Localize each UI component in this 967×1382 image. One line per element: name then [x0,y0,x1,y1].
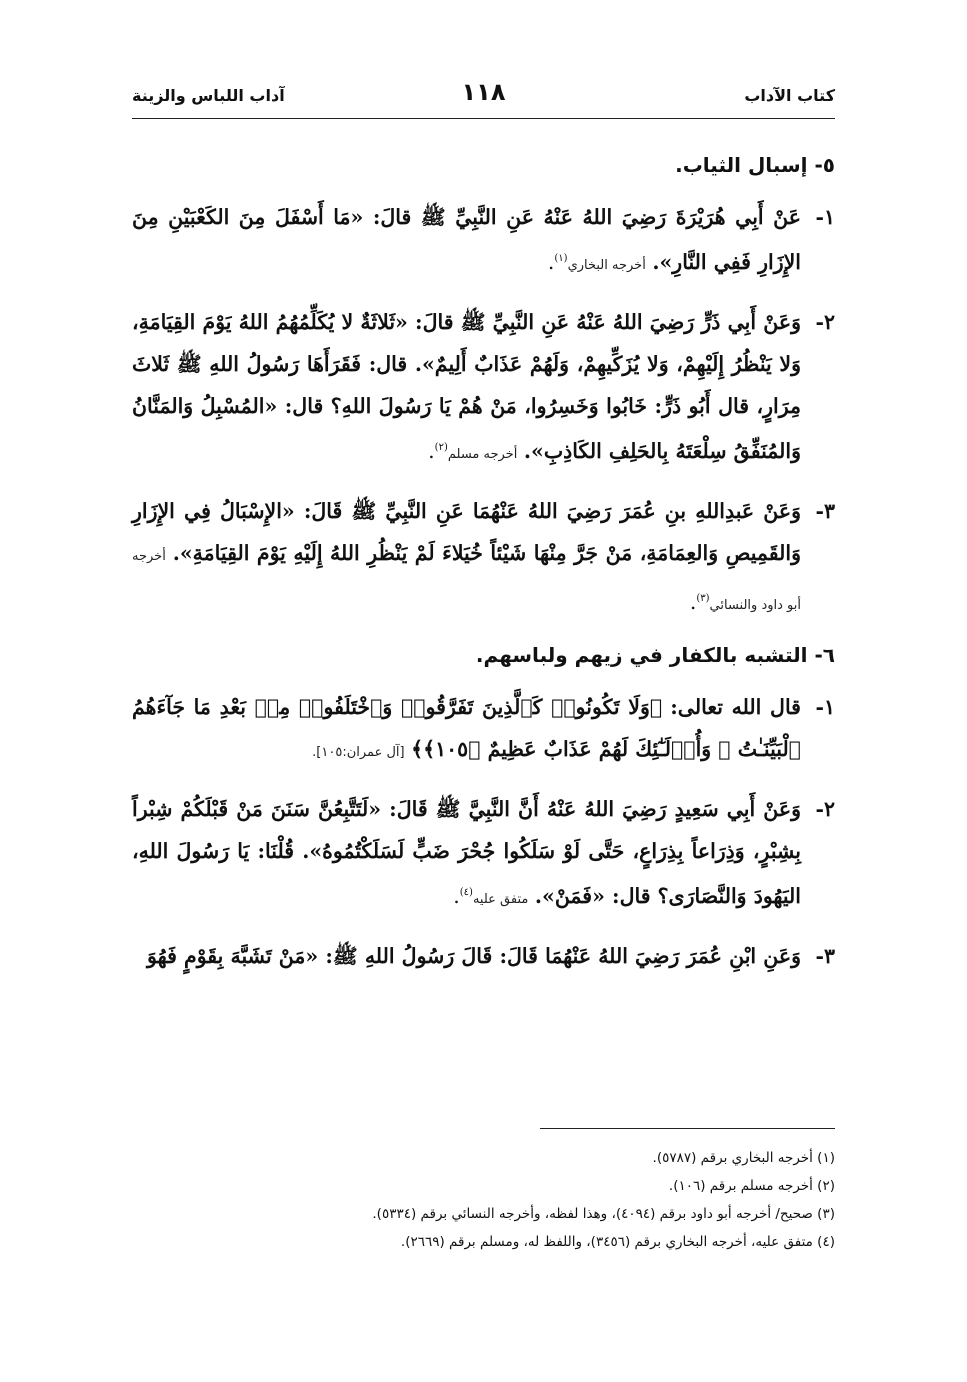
hadith-reference: أخرجه البخاري [567,257,646,273]
hadith-text: وَعَنِ ابْنِ عُمَرَ رَضِيَ اللهُ عَنْهُمَا قَالَ: قَالَ رَسُولُ اللهِ ﷺ: «مَنْ تَشَبَّهَ بِقَوْمٍ فَهُوَ [147,944,801,969]
hadith-item: ٢- وَعَنْ أَبِي ذَرٍّ رَضِيَ اللهُ عَنْهُ عَنِ النَّبِيِّ ﷺ قالَ: «ثَلاثَةٌ لا يُكَلِّمُهُمُ اللهُ يَوْمَ القِيَامَةِ، وَلا يَنْظُرُ إِلَيْهِمْ، وَلا يُزَكِّيهِمْ، وَلَهُمْ عَذَابٌ أَلِيمٌ». قال: فَقَرَأَهَا رَسُولُ اللهِ ﷺ ثَلاثَ مِرَارٍ، قال أَبُو ذَرٍّ: خَابُوا وَخَسِرُوا، مَنْ هُمْ يَا رَسُولَ اللهِ؟ قال: «المُسْبِلُ وَالمَنَّانُ وَالمُنَفِّقُ سِلْعَتَهُ بِالحَلِفِ الكَاذِبِ». أخرجه مسلم$^{(٢)}$. [132,301,835,476]
page-number: ١١٨ [461,78,506,106]
verse-intro: قال الله تعالى: [670,695,801,720]
quran-verse: ﴿وَلَا تَكُونُوا۟ كَٱلَّذِينَ تَفَرَّقُوا۟ وَٱخْتَلَفُوا۟ مِنۢ بَعْدِ مَا جَآءَهُمُ ٱلْبَيِّنَـٰتُ ۚ وَأُو۟لَـٰٓئِكَ لَهُمْ عَذَابٌ عَظِيمٌ ﴿١٠٥﴾﴾ [132,695,801,762]
hadith-item: ١- عَنْ أَبِي هُرَيْرَةَ رَضِيَ اللهُ عَنْهُ عَنِ النَّبِيِّ ﷺ قالَ: «مَا أَسْفَلَ مِنَ الكَعْبَيْنِ مِنَ الإِزَارِ فَفِي النَّارِ». أخرجه البخاري$^{(١)}$. [132,196,835,287]
footnote-divider [540,1128,835,1129]
footnote: (٤) متفق عليه، أخرجه البخاري برقم (٣٤٥٦)، واللفظ له، ومسلم برقم (٢٦٦٩). [400,1234,835,1250]
item-number: ٢- [815,797,835,822]
footnote: (١) أخرجه البخاري برقم (٥٧٨٧). [652,1150,835,1166]
section-heading: ٥- إسبال الثياب. [675,153,835,177]
page-body [132,150,835,991]
verse-reference: [آل عمران:١٠٥]. [312,745,405,761]
section-heading: ٦- التشبه بالكفار في زيهم ولباسهم. [475,643,835,668]
item-number: ٣- [815,498,835,523]
item-number: ٣- [815,944,835,969]
footnote-marker: (٣) [696,592,710,604]
hadith-text: وَعَنْ أَبِي سَعِيدٍ رَضِيَ اللهُ عَنْهُ أَنَّ النَّبِيَّ ﷺ قَالَ: «لَتَتَّبِعُنَّ سَنَنَ مَنْ قَبْلَكُمْ شِبْراً بِشِبْرٍ، وَذِرَاعاً بِذِرَاعٍ، حَتَّى لَوْ سَلَكُوا جُحْرَ ضَبٍّ لَسَلَكْتُمُوهُ». قُلْنَا: يَا رَسُولَ اللهِ، اليَهُودَ وَالنَّصَارَى؟ قال: «فَمَنْ». [132,797,801,909]
footnotes [132,1144,835,1256]
header-divider [132,118,835,119]
book-title: كتاب الآداب [744,86,835,105]
footnote-marker: (٤) [459,887,473,899]
footnote: (٣) صحيح/ أخرجه أبو داود برقم (٤٠٩٤)، وهذا لفظه، وأخرجه النسائي برقم (٥٣٣٤). [372,1206,835,1222]
hadith-text: وَعَنْ عَبدِاللهِ بنِ عُمَرَ رَضِيَ اللهُ عَنْهُمَا عَنِ النَّبِيِّ ﷺ قَالَ: «الإِسْبَالُ فِي الإِزَارِ وَالقَمِيصِ وَالعِمَامَةِ، مَنْ جَرَّ مِنْهَا شَيْئاً خُيَلاءَ لَمْ يَنْظُرِ اللهُ إِلَيْهِ يَوْمَ القِيَامَةِ». [132,498,801,565]
hadith-text: عَنْ أَبِي هُرَيْرَةَ رَضِيَ اللهُ عَنْهُ عَنِ النَّبِيِّ ﷺ قالَ: «مَا أَسْفَلَ مِنَ الكَعْبَيْنِ مِنَ الإِزَارِ فَفِي النَّارِ». [132,205,801,274]
hadith-reference: أخرجه أبو داود والنسائي [132,548,801,613]
footnote-marker: (٢) [434,441,448,453]
hadith-reference: متفق عليه [472,892,529,908]
item-number: ١- [815,695,835,720]
hadith-item: ٢- وَعَنْ أَبِي سَعِيدٍ رَضِيَ اللهُ عَنْهُ أَنَّ النَّبِيَّ ﷺ قَالَ: «لَتَتَّبِعُنَّ سَنَنَ مَنْ قَبْلَكُمْ شِبْراً بِشِبْرٍ، وَذِرَاعاً بِذِرَاعٍ، حَتَّى لَوْ سَلَكُوا جُحْرَ ضَبٍّ لَسَلَكْتُمُوهُ». قُلْنَا: يَا رَسُولَ اللهِ، اليَهُودَ وَالنَّصَارَى؟ قال: «فَمَنْ». متفق عليه$^{(٤)}$. [132,788,835,921]
hadith-item: ٣- وَعَنْ عَبدِاللهِ بنِ عُمَرَ رَضِيَ اللهُ عَنْهُمَا عَنِ النَّبِيِّ ﷺ قَالَ: «الإِسْبَالُ فِي الإِزَارِ وَالقَمِيصِ وَالعِمَامَةِ، مَنْ جَرَّ مِنْهَا شَيْئاً خُيَلاءَ لَمْ يَنْظُرِ اللهُ إِلَيْهِ يَوْمَ القِيَامَةِ». أخرجه أبو داود والنسائي$^{(٣)}$. [132,490,835,627]
quran-item [132,686,835,774]
item-number: ٢- [815,309,835,334]
item-number: ١- [815,205,835,229]
chapter-title: آداب اللباس والزينة [132,86,285,105]
footnote-marker: (١) [554,253,568,264]
hadith-item [132,935,835,977]
hadith-reference: أخرجه مسلم [447,446,518,462]
hadith-text: وَعَنْ أَبِي ذَرٍّ رَضِيَ اللهُ عَنْهُ عَنِ النَّبِيِّ ﷺ قالَ: «ثَلاثَةٌ لا يُكَلِّمُهُمُ اللهُ يَوْمَ القِيَامَةِ، وَلا يَنْظُرُ إِلَيْهِمْ، وَلا يُزَكِّيهِمْ، وَلَهُمْ عَذَابٌ أَلِيمٌ». قال: فَقَرَأَهَا رَسُولُ اللهِ ﷺ ثَلاثَ مِرَارٍ، قال أَبُو ذَرٍّ: خَابُوا وَخَسِرُوا، مَنْ هُمْ يَا رَسُولَ اللهِ؟ قال: «المُسْبِلُ وَالمَنَّانُ وَالمُنَفِّقُ سِلْعَتَهُ بِالحَلِفِ الكَاذِبِ». [132,309,801,463]
footnote: (٢) أخرجه مسلم برقم (١٠٦). [668,1178,835,1194]
running-header [132,78,835,114]
